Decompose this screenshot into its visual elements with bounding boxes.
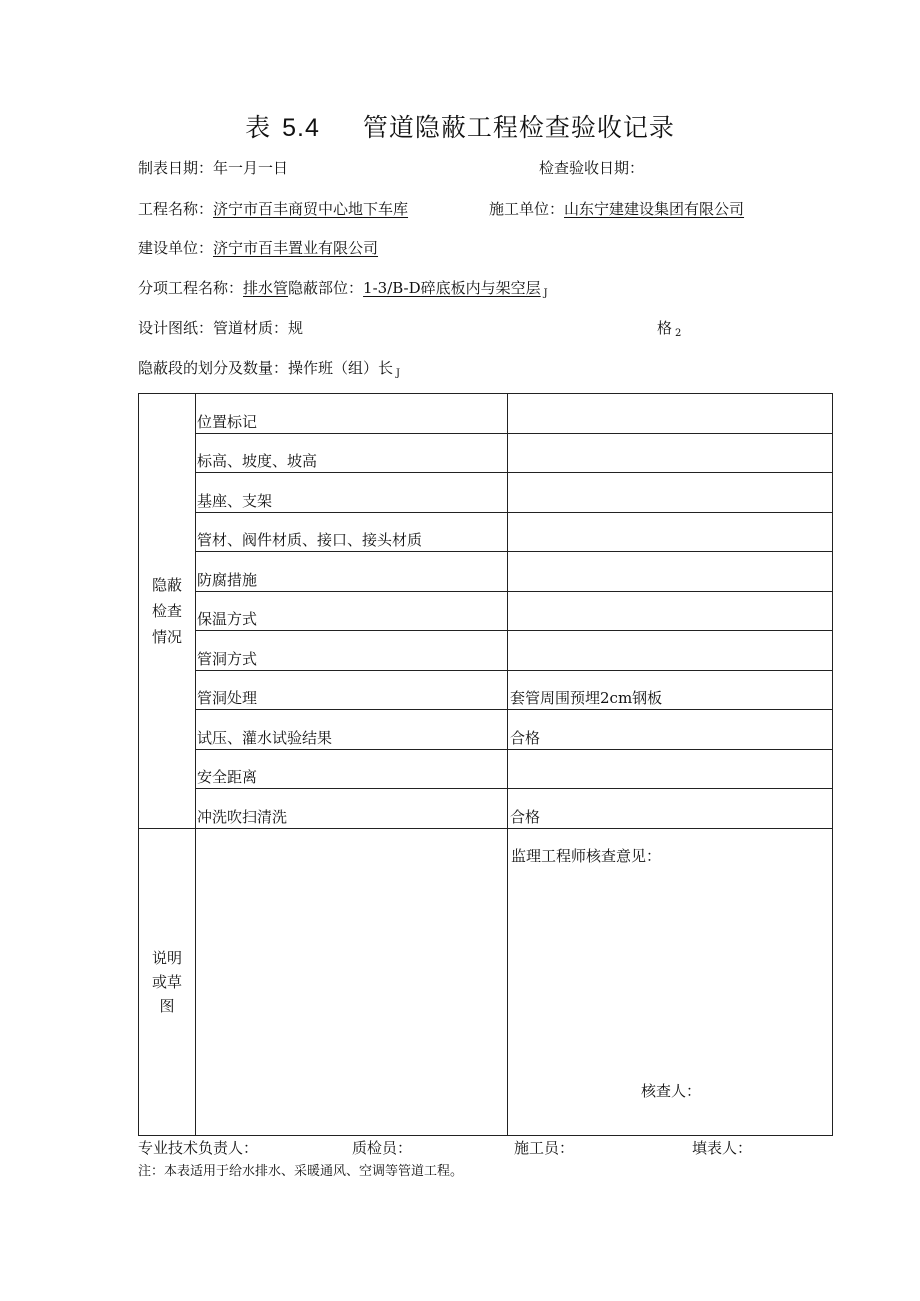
result-cell — [508, 552, 833, 592]
table-row — [139, 789, 833, 829]
result-cell: 套管周围预埋2cm钢板 — [508, 671, 833, 710]
result-cell — [508, 592, 833, 631]
title-text: 管道隐蔽工程检查验收记录 — [362, 113, 675, 142]
result-cell — [508, 434, 833, 473]
section-mark: J — [396, 368, 401, 379]
result-cell — [508, 750, 833, 789]
sketch-label-1: 说明 — [151, 949, 182, 967]
sketch-row — [139, 829, 833, 1136]
spec-line — [657, 317, 681, 339]
contractor-line — [489, 198, 744, 219]
table-row — [139, 592, 833, 631]
footnote: 注：本表适用于给水排水、采暖通风、空调等管道工程。 — [138, 1164, 464, 1179]
section-line — [138, 357, 400, 379]
project-value: 济宁市百丰商贸中心地下车库 — [213, 200, 409, 218]
inspection-label-3: 情况 — [151, 628, 182, 646]
inspect-date-label: 检查验收日期： — [539, 159, 645, 177]
item-cell: 基座、支架 — [196, 473, 508, 513]
result-cell — [508, 513, 833, 552]
result-cell: 合格 — [508, 789, 833, 829]
owner-line — [138, 237, 378, 258]
page-title — [0, 108, 920, 144]
table-row — [139, 631, 833, 671]
item-cell: 管洞方式 — [196, 631, 508, 671]
result-cell: 合格 — [508, 710, 833, 750]
contractor-value: 山东宁建建设集团有限公司 — [564, 200, 745, 218]
table-row — [139, 394, 833, 434]
item-cell: 冲洗吹扫清洗 — [196, 789, 508, 829]
subitem-label: 分项工程名称： — [138, 279, 244, 297]
table-row — [139, 710, 833, 750]
item-cell: 标高、坡度、坡高 — [196, 434, 508, 473]
contractor-label: 施工单位： — [489, 200, 565, 218]
supervisor-opinion-label: 监理工程师核查意见： — [511, 847, 662, 865]
result-cell — [508, 394, 833, 434]
table-row — [139, 434, 833, 473]
result-cell — [508, 473, 833, 513]
checker-label: 核查人： — [641, 1082, 702, 1100]
sketch-label-cell — [139, 829, 196, 1136]
table-row — [139, 552, 833, 592]
item-cell: 防腐措施 — [196, 552, 508, 592]
inspection-label-cell — [139, 394, 196, 829]
owner-value: 济宁市百丰置业有限公司 — [213, 239, 379, 257]
qc-label: 质检员： — [352, 1139, 413, 1157]
sketch-area — [196, 829, 508, 1136]
tech-lead-label: 专业技术负责人： — [138, 1139, 259, 1157]
inspection-label-1: 隐蔽 — [151, 576, 182, 594]
section-label: 隐蔽段的划分及数量：操作班（组）长 — [138, 359, 394, 377]
item-cell: 保温方式 — [196, 592, 508, 631]
subitem-line — [138, 277, 548, 299]
item-cell: 安全距离 — [196, 750, 508, 789]
location-value: 1-3/B-D碎底板内与架空层 — [363, 279, 541, 297]
inspection-label-2: 检查 — [151, 602, 182, 620]
sketch-label-3: 图 — [159, 997, 175, 1015]
worker-label: 施工员： — [514, 1139, 575, 1157]
spec-mark: 2 — [675, 328, 682, 339]
table-row — [139, 750, 833, 789]
owner-label: 建设单位： — [138, 239, 214, 257]
subitem-value: 排水管 — [243, 279, 289, 297]
title-prefix: 表 — [245, 113, 272, 142]
filler-label: 填表人： — [692, 1139, 753, 1157]
supervisor-opinion-cell — [508, 829, 833, 1136]
item-cell: 管材、阀件材质、接口、接头材质 — [196, 513, 508, 552]
result-cell — [508, 631, 833, 671]
item-cell: 管洞处理 — [196, 671, 508, 710]
drawing-label: 设计图纸：管道材质：规 — [138, 319, 304, 337]
sketch-label-2: 或草 — [151, 973, 182, 991]
date-label: 制表日期：年一月一日 — [138, 159, 289, 177]
spec-label: 格 — [657, 319, 673, 337]
location-mark: J — [543, 288, 548, 299]
table-row — [139, 473, 833, 513]
item-cell: 试压、灌水试验结果 — [196, 710, 508, 750]
location-label: 隐蔽部位： — [288, 279, 364, 297]
project-label: 工程名称： — [138, 200, 214, 218]
table-row — [139, 513, 833, 552]
inspection-table — [138, 393, 833, 1136]
project-line — [138, 198, 408, 219]
item-cell: 位置标记 — [196, 394, 508, 434]
title-number: 5.4 — [282, 114, 320, 142]
table-row — [139, 671, 833, 710]
